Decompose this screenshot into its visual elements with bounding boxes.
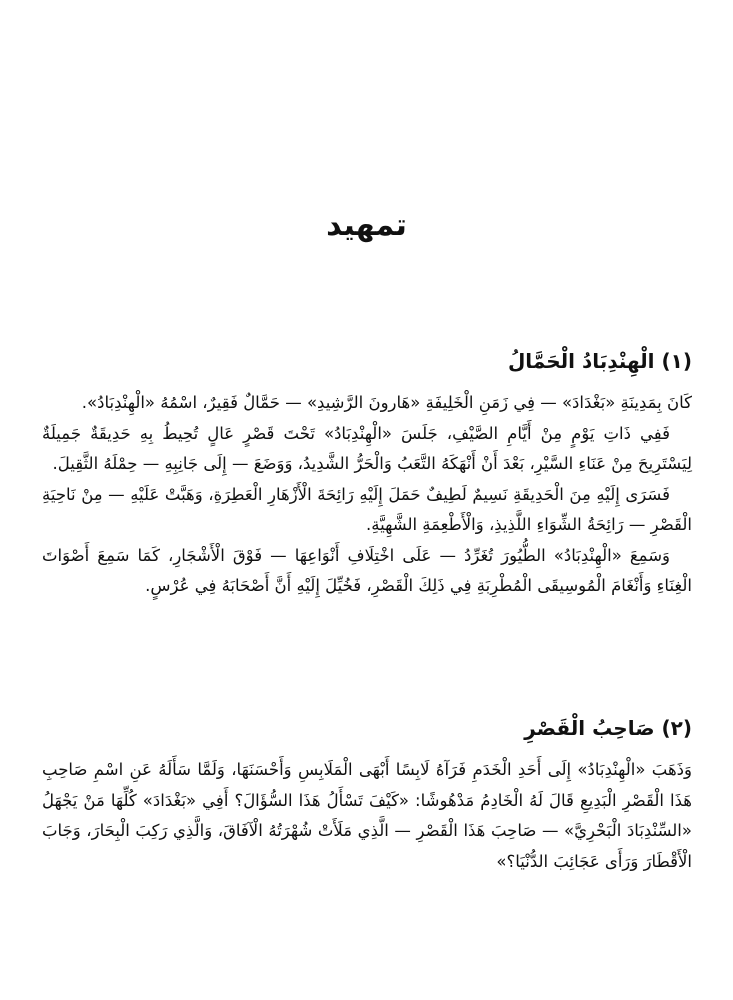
section-hindibad-porter bbox=[42, 344, 692, 602]
paragraph: كَانَ بِمَدِينَةِ «بَغْدَادَ» — فِي زَمَنِ الْخَلِيفَةِ «هَارونَ الرَّشِيدِ» — حَمَّالٌ فَقِيرٌ، اسْمُهُ «الْهِنْدِبَادُ». bbox=[81, 393, 692, 412]
paragraph: فَفِي ذَاتِ يَوْمٍ مِنْ أَيَّامِ الصَّيْفِ، جَلَسَ «الْهِنْدِبَادُ» تَحْتَ قَصْرٍ عَالٍ تُحِيطُ بِهِ حَدِيقَةٌ جَمِيلَةٌ لِيَسْتَرِيحَ مِنْ عَنَاءِ السَّيْرِ، بَعْدَ أَنْ أَنْهَكَهُ التَّعَبُ وَالْحَرُّ الشَّدِيدُ، وَوَضَعَ — إِلَى جَانِبِهِ — حِمْلَهُ الثَّقِيلَ. bbox=[42, 423, 692, 473]
section-palace-owner bbox=[42, 711, 692, 877]
section-heading: (٢) صَاحِبُ الْقَصْرِ bbox=[524, 716, 692, 740]
section-heading: (١) الْهِنْدِبَادُ الْحَمَّالُ bbox=[507, 349, 692, 373]
paragraph: فَسَرَى إِلَيْهِ مِنَ الْحَدِيقَةِ نَسِيمٌ لَطِيفٌ حَمَلَ إِلَيْهِ رَائِحَةَ الْأَزْهَارِ الْعَطِرَةِ، وَهَبَّتْ عَلَيْهِ — مِنْ نَاحِيَةِ الْقَصْرِ — رَائِحَةُ الشِّوَاءِ اللَّذِيذِ، وَالْأَطْعِمَةِ الشَّهِيَّةِ. bbox=[42, 484, 692, 534]
paragraph: وَذَهَبَ «الْهِنْدِبَادُ» إِلَى أَحَدِ الْخَدَمِ فَرَآهُ لَابِسًا أَبْهَى الْمَلَابِسِ وَأَحْسَنَهَا، وَلَمَّا سَأَلَهُ عَنِ اسْمِ صَاحِبِ هَذَا الْقَصْرِ الْبَدِيعِ قَالَ لَهُ الْخَادِمُ مَدْهُوشًا: «كَيْفَ تَسْأَلُ هَذَا السُّؤَالَ؟ أَفِي «بَغْدَادَ» كُلِّهَا مَنْ يَجْهَلُ «السِّنْدِبَادَ الْبَحْرِيَّ» — صَاحِبَ هَذَا الْقَصْرِ — الَّذِي مَلَأَتْ شُهْرَتُهُ الْآفَاقَ، وَالَّذِي رَكِبَ الْبِحَارَ، وَجَابَ الْأَقْطَارَ وَرَأَى عَجَائِبَ الدُّنْيَا؟» bbox=[42, 760, 692, 871]
paragraph: وَسَمِعَ «الْهِنْدِبَادُ» الطُّيُورَ تُغَرِّدُ — عَلَى اخْتِلَافِ أَنْوَاعِهَا — فَوْقَ الْأَشْجَارِ، كَمَا سَمِعَ أَصْوَاتَ الْغِنَاءِ وَأَنْغَامَ الْمُوسِيقَى الْمُطْرِبَةِ فِي ذَلِكَ الْقَصْرِ، فَخُيِّلَ إِلَيْهِ أَنَّ أَصْحَابَهُ فِي عُرْسٍ. bbox=[42, 545, 692, 595]
page-title: تمهيد bbox=[326, 208, 407, 243]
